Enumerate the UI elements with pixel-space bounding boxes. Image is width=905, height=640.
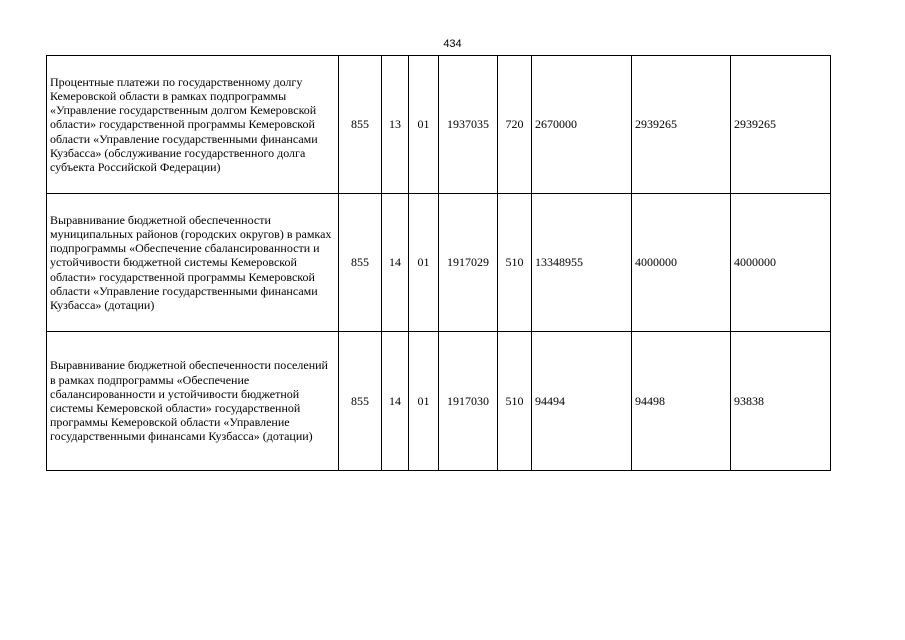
table-row (47, 194, 831, 332)
subsection-code: 01 (409, 194, 439, 332)
amount-cell: 4000000 (632, 194, 731, 332)
target-article-code: 1937035 (439, 56, 498, 194)
section-code: 14 (382, 332, 409, 471)
expense-type-code: 510 (498, 332, 532, 471)
subsection-code: 01 (409, 332, 439, 471)
ministry-code: 855 (339, 332, 382, 471)
ministry-code: 855 (339, 56, 382, 194)
amount-cell: 93838 (731, 332, 831, 471)
section-code: 14 (382, 194, 409, 332)
amount-cell: 2939265 (731, 56, 831, 194)
amount-cell: 2939265 (632, 56, 731, 194)
row-description: Выравнивание бюджетной обеспеченности поселений в рамках подпрограммы «Обеспечение сбалансированности и устойчивости бюджетной системы Кемеровской области» государственной программы Кемеровской области «Управление государственными финансами Кузбасса» (дотации) (47, 332, 339, 471)
amount-cell: 94498 (632, 332, 731, 471)
table-row (47, 56, 831, 194)
subsection-code: 01 (409, 56, 439, 194)
budget-table (46, 55, 831, 471)
section-code: 13 (382, 56, 409, 194)
amount-cell: 13348955 (532, 194, 632, 332)
table-row (47, 332, 831, 471)
target-article-code: 1917030 (439, 332, 498, 471)
row-description: Выравнивание бюджетной обеспеченности муниципальных районов (городских округов) в рамках подпрограммы «Обеспечение сбалансированности и устойчивости бюджетной системы Кемеровской области» государственной программы Кемеровской области «Управление государственными финансами Кузбасса» (дотации) (47, 194, 339, 332)
row-description: Процентные платежи по государственному долгу Кемеровской области в рамках подпрограммы «Управление государственным долгом Кемеровской области» государственной программы Кемеровской области «Управление государственными финансами Кузбасса» (обслуживание государственного долга субъекта Российской Федерации) (47, 56, 339, 194)
amount-cell: 2670000 (532, 56, 632, 194)
amount-cell: 94494 (532, 332, 632, 471)
amount-cell: 4000000 (731, 194, 831, 332)
expense-type-code: 720 (498, 56, 532, 194)
expense-type-code: 510 (498, 194, 532, 332)
ministry-code: 855 (339, 194, 382, 332)
target-article-code: 1917029 (439, 194, 498, 332)
page-number: 434 (443, 38, 462, 50)
